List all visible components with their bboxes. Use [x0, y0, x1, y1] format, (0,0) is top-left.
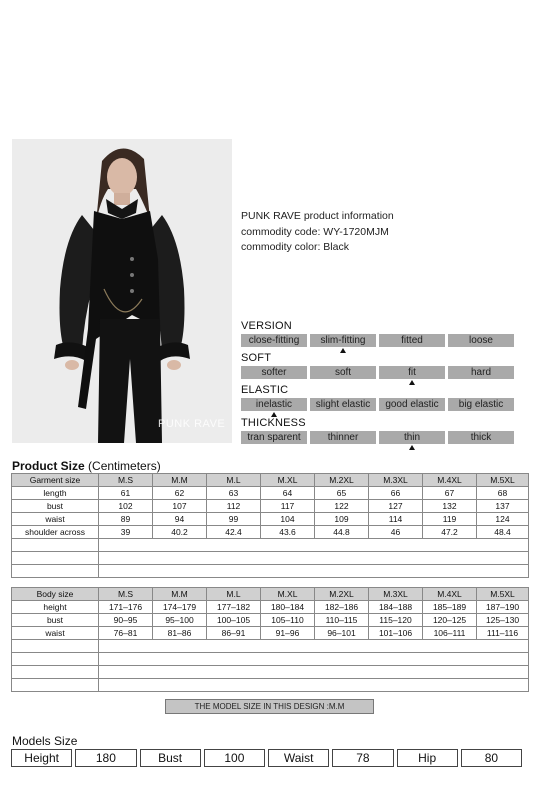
table-header-cell: M.5XL: [477, 588, 529, 601]
row-label: bust: [12, 500, 99, 513]
empty-label-cell: [12, 539, 99, 552]
empty-row: [12, 565, 529, 578]
product-size-table: [11, 473, 529, 578]
table-header-cell: M.2XL: [315, 474, 369, 487]
table-cell: 185–189: [423, 601, 477, 614]
table-header-cell: M.M: [153, 474, 207, 487]
table-cell: 91–96: [261, 627, 315, 640]
table-cell: 42.4: [207, 526, 261, 539]
table-row: [12, 601, 529, 614]
model-size-note: THE MODEL SIZE IN THIS DESIGN :M.M: [165, 699, 374, 714]
attribute-option: close-fitting: [241, 334, 307, 347]
attribute-title: VERSION: [241, 320, 292, 332]
info-line-brand: PUNK RAVE product information: [241, 210, 394, 222]
empty-value-cell: [99, 640, 529, 653]
models-size-value: 180: [75, 749, 136, 767]
attribute-options: [241, 431, 516, 444]
table-cell: 122: [315, 500, 369, 513]
table-cell: 111–116: [477, 627, 529, 640]
attribute-title: ELASTIC: [241, 384, 289, 396]
empty-label-cell: [12, 640, 99, 653]
table-cell: 115–120: [369, 614, 423, 627]
empty-row: [12, 539, 529, 552]
attribute-options: [241, 398, 516, 411]
table-cell: 81–86: [153, 627, 207, 640]
product-size-title: [12, 459, 161, 473]
table-cell: 46: [369, 526, 423, 539]
selected-arrow-icon: [409, 445, 415, 450]
table-cell: 184–188: [369, 601, 423, 614]
table-cell: 67: [423, 487, 477, 500]
models-size-label: Waist: [268, 749, 329, 767]
info-line-color: commodity color: Black: [241, 241, 349, 253]
table-cell: 86–91: [207, 627, 261, 640]
table-cell: 63: [207, 487, 261, 500]
table-cell: 47.2: [423, 526, 477, 539]
table-cell: 40.2: [153, 526, 207, 539]
table-cell: 76–81: [99, 627, 153, 640]
attribute-option: loose: [448, 334, 514, 347]
table-cell: 120–125: [423, 614, 477, 627]
table-header-cell: M.L: [207, 474, 261, 487]
attribute-option: softer: [241, 366, 307, 379]
attribute-soft: [241, 352, 516, 387]
attribute-option: soft: [310, 366, 376, 379]
attribute-options: [241, 366, 516, 379]
attribute-option: slight elastic: [310, 398, 376, 411]
table-header-cell: M.M: [153, 588, 207, 601]
table-cell: 104: [261, 513, 315, 526]
empty-row: [12, 640, 529, 653]
empty-row: [12, 666, 529, 679]
empty-label-cell: [12, 679, 99, 692]
empty-value-cell: [99, 565, 529, 578]
table-cell: 177–182: [207, 601, 261, 614]
table-cell: 119: [423, 513, 477, 526]
table-header-cell: M.3XL: [369, 588, 423, 601]
table-cell: 125–130: [477, 614, 529, 627]
empty-label-cell: [12, 552, 99, 565]
table-cell: 107: [153, 500, 207, 513]
table-row: [12, 487, 529, 500]
table-cell: 174–179: [153, 601, 207, 614]
attribute-option: big elastic: [448, 398, 514, 411]
attribute-options: [241, 334, 516, 347]
attribute-option: thin: [379, 431, 445, 444]
attribute-option: inelastic: [241, 398, 307, 411]
models-size-label: Hip: [397, 749, 458, 767]
table-header-cell: M.XL: [261, 474, 315, 487]
table-cell: 94: [153, 513, 207, 526]
table-cell: 137: [477, 500, 529, 513]
table-cell: 48.4: [477, 526, 529, 539]
table-cell: 96–101: [315, 627, 369, 640]
attribute-option: thinner: [310, 431, 376, 444]
product-photo: [12, 139, 232, 443]
attribute-option: fitted: [379, 334, 445, 347]
table-cell: 100–105: [207, 614, 261, 627]
attribute-option: slim-fitting: [310, 334, 376, 347]
table-cell: 114: [369, 513, 423, 526]
table-cell: 124: [477, 513, 529, 526]
table-cell: 182–186: [315, 601, 369, 614]
empty-label-cell: [12, 565, 99, 578]
table-cell: 89: [99, 513, 153, 526]
table-cell: 117: [261, 500, 315, 513]
table-header-cell: M.S: [99, 588, 153, 601]
attribute-version: [241, 320, 516, 355]
table-header-cell: M.2XL: [315, 588, 369, 601]
table-cell: 110–115: [315, 614, 369, 627]
table-row: [12, 614, 529, 627]
table-cell: 99: [207, 513, 261, 526]
table-cell: 105–110: [261, 614, 315, 627]
row-label: waist: [12, 627, 99, 640]
product-info: [241, 209, 394, 256]
table-cell: 65: [315, 487, 369, 500]
body-size-table: [11, 587, 529, 692]
product-size-unit: (Centimeters): [88, 459, 161, 473]
attribute-title: THICKNESS: [241, 417, 306, 429]
table-cell: 180–184: [261, 601, 315, 614]
models-size-label: Bust: [140, 749, 201, 767]
table-header-cell: M.XL: [261, 588, 315, 601]
attribute-option: hard: [448, 366, 514, 379]
attribute-option: thick: [448, 431, 514, 444]
empty-value-cell: [99, 539, 529, 552]
table-header-cell: M.L: [207, 588, 261, 601]
table-header-row: [12, 588, 529, 601]
table-row: [12, 627, 529, 640]
empty-row: [12, 679, 529, 692]
attribute-option: tran sparent: [241, 431, 307, 444]
table-row: [12, 513, 529, 526]
table-header-cell: Garment size: [12, 474, 99, 487]
empty-value-cell: [99, 679, 529, 692]
attribute-title: SOFT: [241, 352, 272, 364]
row-label: waist: [12, 513, 99, 526]
empty-row: [12, 552, 529, 565]
empty-value-cell: [99, 552, 529, 565]
table-cell: 127: [369, 500, 423, 513]
table-cell: 68: [477, 487, 529, 500]
table-cell: 62: [153, 487, 207, 500]
table-cell: 171–176: [99, 601, 153, 614]
table-cell: 43.6: [261, 526, 315, 539]
attribute-option: fit: [379, 366, 445, 379]
table-cell: 112: [207, 500, 261, 513]
table-cell: 187–190: [477, 601, 529, 614]
table-cell: 64: [261, 487, 315, 500]
table-header-cell: M.S: [99, 474, 153, 487]
selection-indicator-row: [241, 444, 516, 452]
models-size-table: [8, 749, 525, 767]
info-line-code: commodity code: WY-1720MJM: [241, 225, 389, 238]
table-cell: 39: [99, 526, 153, 539]
table-row: [12, 526, 529, 539]
table-header-row: [12, 474, 529, 487]
table-cell: 95–100: [153, 614, 207, 627]
product-size-label: Product Size: [12, 459, 85, 473]
attribute-elastic: [241, 384, 516, 419]
empty-label-cell: [12, 666, 99, 679]
table-cell: 102: [99, 500, 153, 513]
brand-watermark: PUNK RAVE: [158, 418, 226, 430]
models-size-label: Height: [11, 749, 72, 767]
row-label: length: [12, 487, 99, 500]
attribute-thickness: [241, 417, 516, 452]
table-cell: 109: [315, 513, 369, 526]
models-size-value: 80: [461, 749, 522, 767]
empty-value-cell: [99, 666, 529, 679]
table-cell: 132: [423, 500, 477, 513]
table-header-cell: M.4XL: [423, 588, 477, 601]
row-label: height: [12, 601, 99, 614]
table-header-cell: Body size: [12, 588, 99, 601]
table-header-cell: M.4XL: [423, 474, 477, 487]
models-size-row: [11, 749, 522, 767]
table-header-cell: M.3XL: [369, 474, 423, 487]
empty-row: [12, 653, 529, 666]
table-cell: 66: [369, 487, 423, 500]
row-label: shoulder across: [12, 526, 99, 539]
table-cell: 101–106: [369, 627, 423, 640]
attribute-option: good elastic: [379, 398, 445, 411]
row-label: bust: [12, 614, 99, 627]
empty-label-cell: [12, 653, 99, 666]
table-cell: 44.8: [315, 526, 369, 539]
table-row: [12, 500, 529, 513]
models-size-value: 78: [332, 749, 393, 767]
table-cell: 90–95: [99, 614, 153, 627]
models-size-value: 100: [204, 749, 265, 767]
table-cell: 61: [99, 487, 153, 500]
table-header-cell: M.5XL: [477, 474, 529, 487]
empty-value-cell: [99, 653, 529, 666]
models-size-title: Models Size: [12, 734, 78, 748]
table-cell: 106–111: [423, 627, 477, 640]
model-illustration: [12, 139, 232, 443]
